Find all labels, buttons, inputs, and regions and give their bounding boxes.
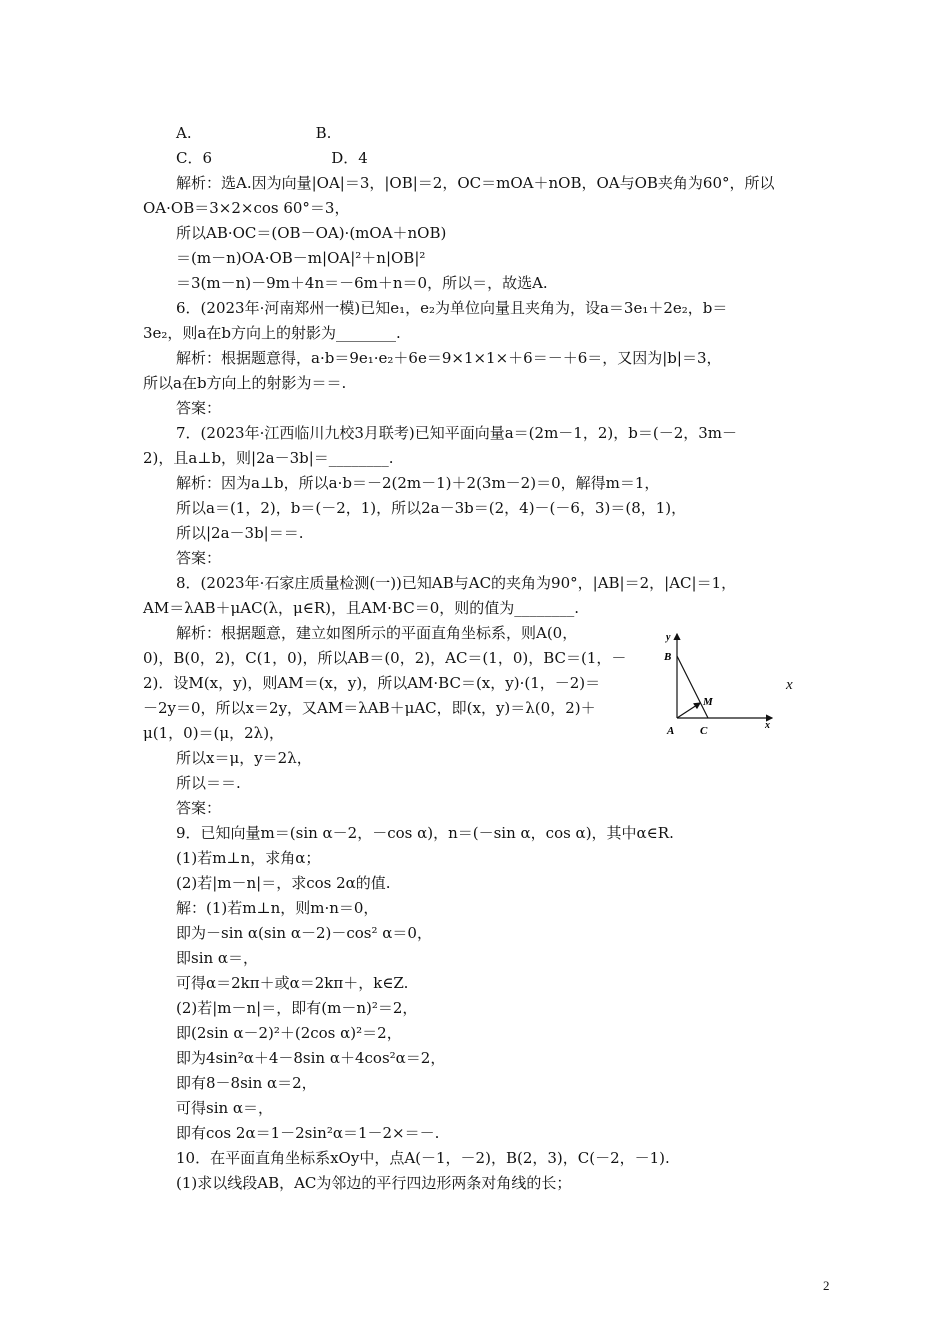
text-line: 所以x＝μ，y＝2λ， (176, 749, 312, 767)
text-line: 即(2sin α－2)²＋(2cos α)²＝2， (176, 1024, 402, 1042)
label-y: y (666, 632, 671, 643)
text-line: 即sin α＝， (176, 949, 259, 967)
text-line: 3e₂，则a在b方向上的射影为________. (143, 324, 401, 342)
label-M: M (703, 696, 713, 708)
label-A: A (667, 725, 675, 737)
text-line: AM＝λAB＋μAC(λ，μ∈R)，且AM·BC＝0，则的值为________. (143, 599, 580, 617)
text-line: 即有cos 2α＝1－2sin²α＝1－2×＝－. (176, 1124, 440, 1142)
text-line: 答案： (176, 799, 222, 817)
text-line: 2)．设M(x，y)，则AM＝(x，y)，所以AM·BC＝(x，y)·(1，－2)＝ (143, 674, 601, 692)
text-line: (1)求以线段AB，AC为邻边的平行四边形两条对角线的长； (176, 1174, 572, 1192)
text-line: 6．(2023年·河南郑州一模)已知e₁，e₂为单位向量且夹角为，设a＝3e₁＋2e₂，b＝ (176, 299, 728, 317)
text-line: 9．已知向量m＝(sin α－2，－cos α)，n＝(－sin α，cos α)，其中α∈R. (176, 824, 674, 842)
text-line: －2y＝0，所以x＝2y，又AM＝λAB＋μAC，即(x，y)＝λ(0，2)＋ (143, 699, 596, 717)
text-line: 8．(2023年·石家庄质量检测(一))已知AB与AC的夹角为90°，|AB|＝2，|AC|＝1， (176, 574, 737, 592)
text-line: 10．在平面直角坐标系xOy中，点A(－1，－2)，B(2，3)，C(－2，－1). (176, 1149, 670, 1167)
text-line: (1)若m⊥n，求角α； (176, 849, 321, 867)
text-line: 解：(1)若m⊥n，则m·n＝0， (176, 899, 379, 917)
text-line: 所以a＝(1，2)，b＝(－2，1)，所以2a－3b＝(2，4)－(－6，3)＝(8，1)， (176, 499, 687, 517)
text-line: 即为4sin²α＋4－8sin α＋4cos²α＝2， (176, 1049, 446, 1067)
text-line: μ(1，0)＝(μ，2λ)， (143, 724, 285, 742)
text-line: OA·OB＝3×2×cos 60°＝3， (143, 199, 350, 217)
text-line: A. B. (176, 124, 332, 142)
label-B: B (664, 651, 672, 663)
text-line: 所以|2a－3b|＝＝. (176, 524, 304, 542)
text-line: 所以AB·OC＝(OB－OA)·(mOA＋nOB) (176, 224, 447, 242)
label-C: C (700, 725, 708, 737)
text-line: ＝3(m－n)－9m＋4n＝－6m＋n＝0，所以＝，故选A. (176, 274, 548, 292)
page-number: 2 (823, 1278, 830, 1293)
segment-BC (677, 656, 708, 718)
text-line: 答案： (176, 399, 222, 417)
text-line: 7．(2023年·江西临川九校3月联考)已知平面向量a＝(2m－1，2)，b＝(－2，3m－ (176, 424, 738, 442)
text-line: 所以＝＝. (176, 774, 241, 792)
text-line: 即为－sin α(sin α－2)－cos² α＝0， (176, 924, 432, 942)
text-line: 解析：因为a⊥b，所以a·b＝－2(2m－1)＋2(3m－2)＝0，解得m＝1， (176, 474, 660, 492)
text-line: 2)，且a⊥b，则|2a－3b|＝________. (143, 449, 394, 467)
vector-AM (677, 703, 700, 718)
text-line: 可得sin α＝， (176, 1099, 274, 1117)
label-x: x (765, 720, 770, 731)
text-line: 可得α＝2kπ＋或α＝2kπ＋，k∈Z. (176, 974, 409, 992)
text-line: 解析：根据题意得，a·b＝9e₁·e₂＋6e＝9×1×1×＋6＝－＋6＝，又因为|b|＝3， (176, 349, 722, 367)
coordinate-figure (660, 628, 780, 740)
text-line: (2)若|m－n|＝，求cos 2α的值. (176, 874, 391, 892)
text-line: C．6 D．4 (176, 149, 368, 167)
text-line: 答案： (176, 549, 222, 567)
stray-x-label: x (786, 677, 793, 693)
text-line: 所以a在b方向上的射影为＝＝. (143, 374, 347, 392)
text-line: 解析：根据题意，建立如图所示的平面直角坐标系，则A(0， (176, 624, 578, 642)
text-line: 解析：选A.因为向量|OA|＝3，|OB|＝2，OC＝mOA＋nOB，OA与OB夹角为60°，所以 (176, 174, 775, 192)
text-line: (2)若|m－n|＝，即有(m－n)²＝2， (176, 999, 418, 1017)
text-line: 即有8－8sin α＝2， (176, 1074, 317, 1092)
text-line: 0)，B(0，2)，C(1，0)，所以AB＝(0，2)，AC＝(1，0)，BC＝(1，－ (143, 649, 627, 667)
text-line: ＝(m－n)OA·OB－m|OA|²＋n|OB|² (176, 249, 426, 267)
